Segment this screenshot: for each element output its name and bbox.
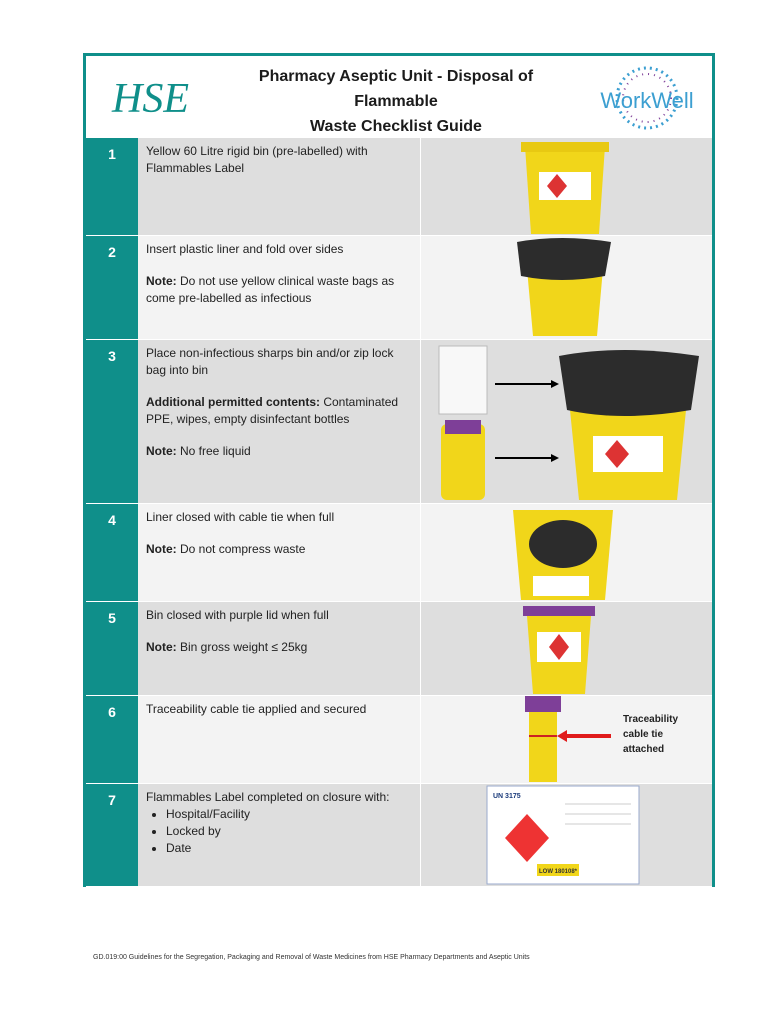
header <box>86 56 712 138</box>
note-text: Do not compress waste <box>176 542 306 556</box>
step-number: 2 <box>86 236 138 340</box>
step-text <box>138 236 421 340</box>
list-item: • Hospital/Facility <box>166 806 414 823</box>
step-row-2 <box>86 236 712 340</box>
extra-text: Contaminated PPE, wipes, empty disinfectant bottles <box>146 395 399 426</box>
title-line-1: Pharmacy Aseptic Unit - Disposal of <box>258 68 534 85</box>
step-image <box>421 340 712 504</box>
step-row-7 <box>86 784 712 887</box>
step-instruction: Traceability cable tie applied and secured <box>146 702 367 716</box>
label-waste-code: LOW 180108* <box>539 869 578 875</box>
workwell-logo <box>591 62 703 132</box>
step-number: 6 <box>86 696 138 784</box>
step-row-1 <box>86 138 712 236</box>
step-number: 5 <box>86 602 138 696</box>
step-image <box>421 138 712 236</box>
note-label: Note: <box>146 542 177 556</box>
callout-line: Traceability <box>623 714 679 725</box>
workwell-text: WorkWell <box>600 88 694 113</box>
step-number: 7 <box>86 784 138 887</box>
step-image <box>421 236 712 340</box>
step-image <box>421 504 712 602</box>
step-instruction: Yellow 60 Litre rigid bin (pre-labelled) with Flammables Label <box>146 144 368 175</box>
checklist-frame <box>83 53 715 887</box>
step-row-6 <box>86 696 712 784</box>
step-instruction: Liner closed with cable tie when full <box>146 510 335 524</box>
step-row-4 <box>86 504 712 602</box>
callout-line: cable tie <box>623 729 664 740</box>
step-instruction: Bin closed with purple lid when full <box>146 608 329 622</box>
step-number: 1 <box>86 138 138 236</box>
hse-logo-text: HSE <box>112 76 189 122</box>
step-text <box>138 784 421 887</box>
note-label: Note: <box>146 274 177 288</box>
step-row-5 <box>86 602 712 696</box>
label-un-number: UN 3175 <box>493 793 521 800</box>
step-text <box>138 138 421 236</box>
title-line-3: Waste Checklist Guide <box>310 118 482 135</box>
label-field-list <box>146 806 414 857</box>
callout-line: attached <box>623 744 665 755</box>
note-text: Bin gross weight ≤ 25kg <box>176 640 308 654</box>
footer: GD.019:00 Guidelines for the Segregation, Packaging and Removal of Waste Medicines from HSE Pharmacy Departments and Aseptic Units <box>93 954 530 961</box>
note-text: Do not use yellow clinical waste bags as come pre-labelled as infectious <box>146 274 395 305</box>
note-label: Note: <box>146 444 177 458</box>
title-line-2: Flammable <box>354 93 438 110</box>
step-text <box>138 340 421 504</box>
hse-logo <box>108 70 189 122</box>
step-instruction: Flammables Label completed on closure with: <box>146 790 390 804</box>
cable-tie-callout <box>623 712 678 757</box>
step-text <box>138 696 421 784</box>
note-label: Note: <box>146 640 177 654</box>
step-instruction: Insert plastic liner and fold over sides <box>146 242 344 256</box>
step-number: 3 <box>86 340 138 504</box>
page-title <box>226 64 566 139</box>
step-image <box>421 696 712 784</box>
list-item: • Date <box>166 840 414 857</box>
step-image <box>421 784 712 887</box>
step-text <box>138 504 421 602</box>
extra-label: Additional permitted contents: <box>146 395 320 409</box>
list-item: • Locked by <box>166 823 414 840</box>
step-text <box>138 602 421 696</box>
step-row-3 <box>86 340 712 504</box>
step-instruction: Place non-infectious sharps bin and/or zip lock bag into bin <box>146 346 394 377</box>
note-text: No free liquid <box>176 444 251 458</box>
step-number: 4 <box>86 504 138 602</box>
step-image <box>421 602 712 696</box>
